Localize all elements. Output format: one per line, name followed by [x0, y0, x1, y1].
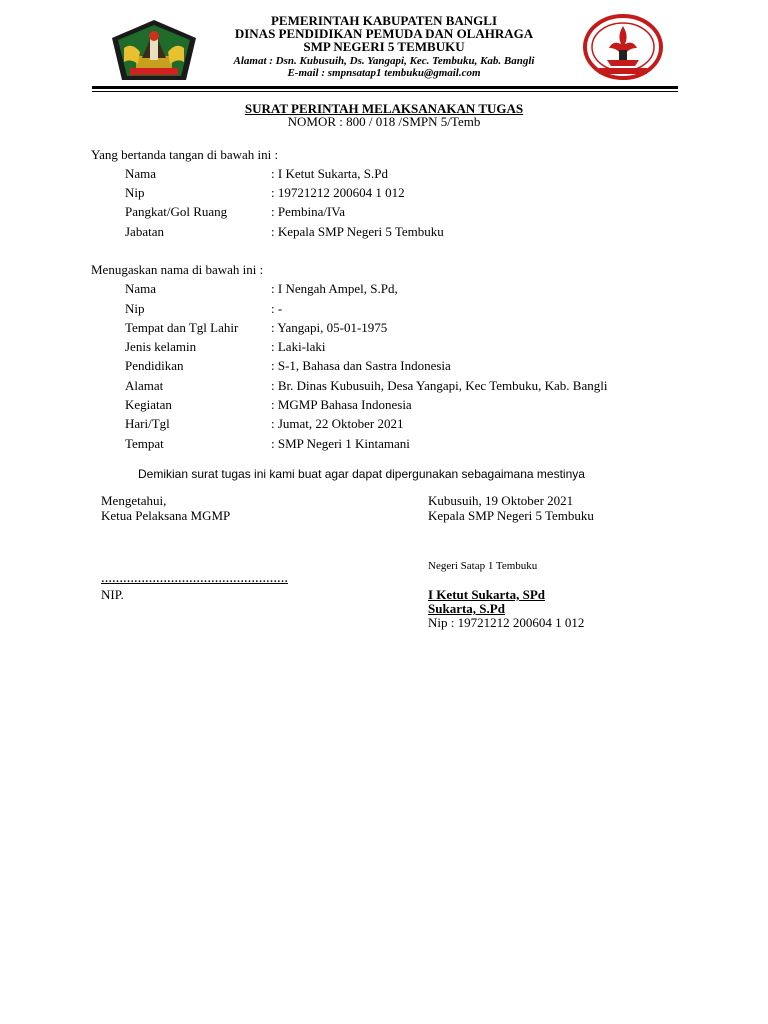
assign-value-nip: : -	[271, 301, 283, 316]
assign-label-education: Pendidikan	[125, 358, 184, 373]
signer-value-name: : I Ketut Sukarta, S.Pd	[271, 166, 388, 181]
signer-value-position: : Kepala SMP Negeri 5 Tembuku	[271, 224, 444, 239]
signer-value-rank: : Pembina/IVa	[271, 204, 346, 219]
header-line-2: DINAS PENDIDIKAN PEMUDA DAN OLAHRAGA	[234, 26, 534, 41]
signer-label-position: Jabatan	[125, 224, 164, 239]
assign-value-address: : Br. Dinas Kubusuih, Desa Yangapi, Kec Tembuku, Kab. Bangli	[271, 378, 608, 393]
assign-value-name: : I Nengah Ampel, S.Pd,	[271, 281, 398, 296]
header-line-1: PEMERINTAH KABUPATEN BANGLI	[270, 13, 498, 28]
assign-label-nip: Nip	[125, 301, 145, 316]
assign-label-gender: Jenis kelamin	[125, 339, 197, 354]
left-sign-acknowledged: Mengetahui,	[101, 493, 167, 508]
assign-value-place: : SMP Negeri 1 Kintamani	[271, 436, 410, 451]
assign-label-birth: Tempat dan Tgl Lahir	[125, 320, 239, 335]
header-line-3: SMP NEGERI 5 TEMBUKU	[303, 39, 465, 54]
left-sign-title: Ketua Pelaksana MGMP	[101, 508, 231, 523]
right-sign-position: Kepala SMP Negeri 5 Tembuku	[428, 508, 594, 523]
assign-value-date: : Jumat, 22 Oktober 2021	[271, 416, 404, 431]
signer-value-nip: : 19721212 200604 1 012	[271, 185, 405, 200]
signer-label-name: Nama	[125, 166, 157, 181]
assign-label-address: Alamat	[125, 378, 164, 393]
right-sign-name-short: Sukarta, S.Pd	[428, 601, 505, 616]
assign-value-education: : S-1, Bahasa dan Sastra Indonesia	[271, 358, 451, 373]
letter-title: SURAT PERINTAH MELAKSANAKAN TUGAS	[244, 101, 524, 116]
assign-label-place: Tempat	[125, 436, 164, 451]
header-rule-thick	[92, 86, 678, 89]
signer-label-rank: Pangkat/Gol Ruang	[125, 204, 228, 219]
assign-label-activity: Kegiatan	[125, 397, 172, 412]
left-sign-dots: ……………………………………………	[101, 573, 288, 585]
bangli-emblem-logo	[110, 18, 198, 82]
assign-value-birth: : Yangapi, 05-01-1975	[271, 320, 388, 335]
header-email: E-mail : smpnsatap1 tembuku@gmail.com	[287, 67, 481, 79]
right-sign-nip: Nip : 19721212 200604 1 012	[428, 615, 585, 630]
left-sign-nip: NIP.	[101, 587, 124, 602]
assign-value-gender: : Laki-laki	[271, 339, 326, 354]
assign-value-activity: : MGMP Bahasa Indonesia	[271, 397, 412, 412]
header-address: Alamat : Dsn. Kubusuih, Ds. Yangapi, Kec. Tembuku, Kab. Bangli	[233, 55, 535, 67]
right-sign-school: Negeri Satap 1 Tembuku	[428, 560, 538, 572]
signer-label-nip: Nip	[125, 185, 145, 200]
header-rule-thin	[92, 91, 678, 92]
assign-intro: Menugaskan nama di bawah ini :	[91, 262, 264, 277]
assign-label-date: Hari/Tgl	[125, 416, 170, 431]
school-emblem-logo	[583, 14, 663, 80]
closing-statement: Demikian surat tugas ini kami buat agar dapat dipergunakan sebagaimana mestinya	[138, 467, 585, 481]
right-sign-place-date: Kubusuih, 19 Oktober 2021	[428, 493, 574, 508]
signer-intro: Yang bertanda tangan di bawah ini :	[91, 147, 279, 162]
assign-label-name: Nama	[125, 281, 157, 296]
letter-number: NOMOR : 800 / 018 /SMPN 5/Temb	[287, 114, 481, 129]
right-sign-name: I Ketut Sukarta, SPd	[428, 587, 546, 602]
